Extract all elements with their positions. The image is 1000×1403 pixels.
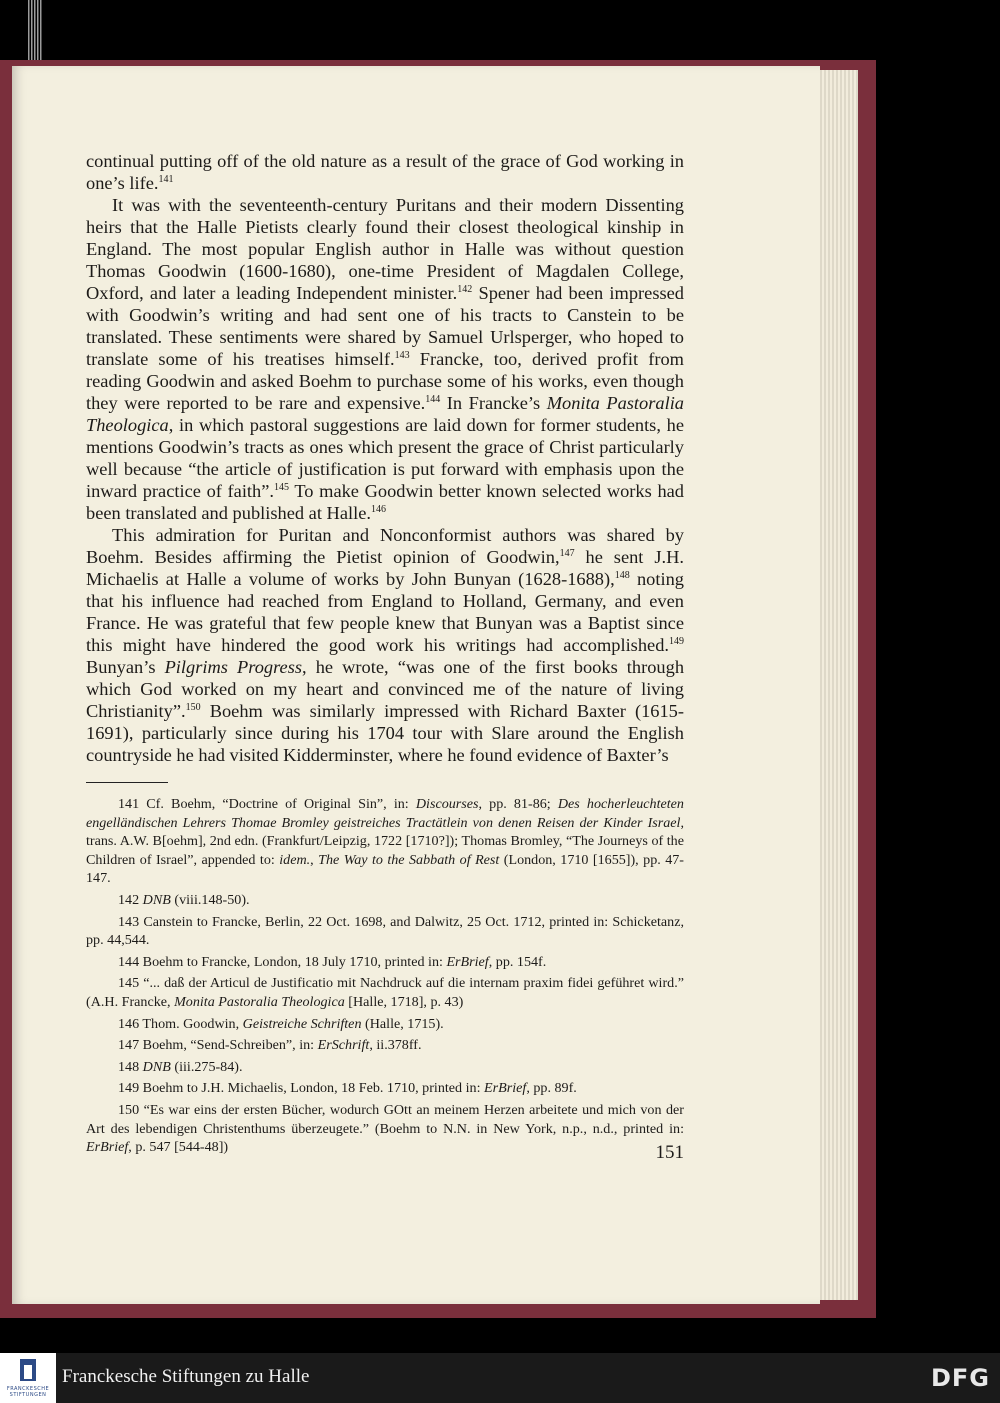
- building-icon: [20, 1359, 36, 1381]
- footnote-ref: 141: [158, 174, 174, 185]
- italic-text: ErBrief: [86, 1139, 129, 1156]
- text-run: Spener had been impressed with Goodwin’s writing and had sent one of his tracts to Canstein to be translated. These sentiments were shared by Samuel Urlsperger, who hoped to translate some of his treatises himself.: [86, 283, 685, 369]
- footnote: [86, 1015, 684, 1034]
- institution-title[interactable]: Franckesche Stiftungen zu Halle: [62, 1366, 310, 1387]
- footnote-ref: 149: [669, 636, 684, 647]
- text-run: It was with the seventeenth-century Puritans and their modern Dissenting heirs that the Halle Pietists clearly found their closest theological kinship in England. The most popular English author in Halle was without question Thomas Goodwin (1600-1680), one-time President of Magdalen College, Oxford, and later a leading Independent minister.: [86, 195, 684, 303]
- text-run: Boehm was similarly impressed with Richard Baxter (1615-1691), particularly since during his 1704 tour with Slare around the English countryside he had visited Kidderminster, where he found evidence of Baxter’s: [86, 701, 684, 765]
- italic-text: The Way to the Sabbath of Rest: [318, 851, 500, 868]
- logo-text: FRANCKESCHE STIFTUNGEN: [6, 1386, 50, 1398]
- page-number: 151: [655, 1142, 684, 1163]
- paragraph: [86, 194, 684, 524]
- footnote: [86, 1058, 684, 1077]
- text-run: (London, 1710 [1655]), pp. 47-147.: [86, 851, 685, 887]
- dfg-logo[interactable]: DFG: [930, 1364, 990, 1392]
- text-run: , pp. 154f.: [488, 953, 547, 970]
- text-run: 142: [118, 891, 143, 908]
- text-run: , ii.378ff.: [369, 1037, 422, 1054]
- footnote-rule: [86, 782, 168, 783]
- text-run: , pp. 81-86;: [478, 796, 558, 812]
- footnotes: [86, 795, 684, 1157]
- footnote: [86, 1036, 684, 1055]
- scan-fringe: [28, 0, 42, 60]
- footnote-ref: 143: [394, 350, 410, 361]
- footnote: [86, 795, 684, 888]
- text-run: 147 Boehm, “Send-Schreiben”, in:: [118, 1037, 318, 1054]
- footnote-ref: 147: [559, 548, 575, 559]
- text-run: 145 “... daß der Articul de Justificatio mit Nachdruck auf die internam praxim fidei geführet wird.” (A.H. Francke,: [86, 975, 684, 1010]
- main-text: [86, 150, 684, 766]
- italic-text: Monita Pastoralia Theologica: [86, 393, 684, 435]
- text-run: This admiration for Puritan and Nonconformist authors was shared by Boehm. Besides affirming the Pietist opinion of Goodwin,: [86, 525, 684, 567]
- text-run: 150 “Es war eins der ersten Bücher, wodurch GOtt an meinem Herzen arbeitete und mich von der Art des lebendigen Christenthums überzeugete.” (Boehm to N.N. in New York, n.p., n.d., printed in:: [86, 1101, 684, 1137]
- text-run: 149 Boehm to J.H. Michaelis, London, 18 Feb. 1710, printed in:: [118, 1080, 485, 1097]
- italic-text: ErSchrift: [317, 1037, 370, 1054]
- text-run: , p. 547 [544-48]): [128, 1139, 229, 1156]
- footnote: [86, 974, 684, 1011]
- text-run: , trans. A.W. B[oehm], 2nd edn. (Frankfurt/Leipzig, 1722 [1710?]); Thomas Bromley, “The Journeys of the Children of Israel”, appended to:: [86, 814, 684, 868]
- text-run: ,: [310, 851, 319, 868]
- text-run: he sent J.H. Michaelis at Halle a volume of works by John Bunyan (1628-1688),: [86, 547, 684, 589]
- footnote-ref: 148: [614, 570, 630, 581]
- text-run: 141 Cf. Boehm, “Doctrine of Original Sin”, in:: [118, 796, 416, 812]
- text-run: , in which pastoral suggestions are laid down for former students, he mentions Goodwin’s tracts as ones which present the grace of Christ particularly well because “the article of justification is put forward with emphasis upon the inward practice of faith”.: [86, 415, 684, 501]
- footnote-ref: 142: [457, 284, 473, 295]
- paragraph: [86, 150, 684, 194]
- paragraph: [86, 524, 684, 766]
- text-run: [Halle, 1718], p. 43): [344, 993, 464, 1010]
- viewer-footer: [0, 1353, 1000, 1403]
- italic-text: Pilgrims Progress: [164, 657, 303, 677]
- text-run: (iii.275-84).: [170, 1058, 243, 1075]
- text-run: Bunyan’s: [86, 657, 165, 677]
- italic-text: Discourses: [415, 796, 479, 812]
- text-run: (viii.148-50).: [170, 891, 250, 908]
- text-run: To make Goodwin better known selected works had been translated and published at Halle.: [86, 481, 684, 523]
- footnote: [86, 891, 684, 910]
- footnote-ref: 150: [185, 702, 201, 713]
- text-run: 148: [118, 1058, 143, 1075]
- franckesche-logo[interactable]: [0, 1353, 56, 1403]
- italic-text: ErBrief: [484, 1080, 527, 1097]
- page-edges: [818, 70, 858, 1300]
- footnote-ref: 145: [274, 482, 290, 493]
- text-run: noting that his influence had reached from England to Holland, Germany, and even France. He was grateful that few people knew that Bunyan was a Baptist since this might have hindered the good work his writings had accomplished.: [86, 569, 684, 655]
- italic-text: Des hocherleuchteten engelländischen Lehrers Thomae Bromley geistreiches Tractätlein von denen Reisen der Kinder Israel: [86, 796, 684, 831]
- italic-text: Monita Pastoralia Theologica: [174, 993, 345, 1010]
- italic-text: Geistreiche Schriften: [242, 1015, 362, 1032]
- text-run: continual putting off of the old nature as a result of the grace of God working in one’s life.: [86, 151, 684, 193]
- italic-text: DNB: [142, 1058, 171, 1075]
- text-run: (Halle, 1715).: [361, 1015, 444, 1032]
- text-run: 144 Boehm to Francke, London, 18 July 1710, printed in:: [118, 953, 447, 970]
- page-text: [86, 150, 684, 1160]
- text-run: 146 Thom. Goodwin,: [118, 1015, 243, 1032]
- footnote-ref: 146: [370, 504, 386, 515]
- text-run: 143 Canstein to Francke, Berlin, 22 Oct. 1698, and Dalwitz, 25 Oct. 1712, printed in: Schicketanz, pp. 44,544.: [86, 913, 684, 949]
- footnote-ref: 144: [425, 394, 441, 405]
- text-run: Francke, too, derived profit from reading Goodwin and asked Boehm to purchase some of his works, even though they were reported to be rare and expensive.: [86, 349, 684, 413]
- footnote: [86, 1079, 684, 1098]
- italic-text: DNB: [142, 891, 171, 908]
- footnote: [86, 913, 684, 950]
- italic-text: idem.: [279, 851, 311, 868]
- text-run: , he wrote, “was one of the first books through which God worked on my heart and convinced me of the nature of living Christianity”.: [86, 657, 685, 721]
- footnote: [86, 953, 684, 972]
- text-run: , pp. 89f.: [526, 1080, 577, 1097]
- footnote: [86, 1101, 684, 1157]
- text-run: In Francke’s: [440, 393, 547, 413]
- italic-text: ErBrief: [446, 953, 489, 970]
